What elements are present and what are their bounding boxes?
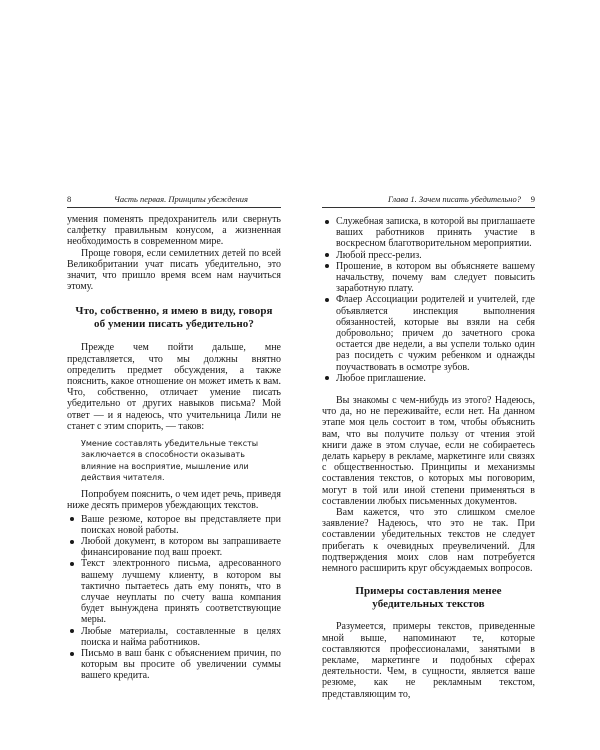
bullet-icon <box>70 562 74 566</box>
paragraph: Прежде чем пойти дальше, мне представляется, что мы должны внятно определить предмет обсуждения, а также пояснить, какое отношение он может иметь к вам. Что, собственно, отличает умение писать убедительно от других навыков письма? Мой ответ — и я надеюсь, что учительница Лили не станет с этим спорить, — таков: <box>67 342 281 432</box>
left-running-head-title: Часть первая. Принципы убеждения <box>114 194 248 204</box>
bullet-icon <box>70 540 74 544</box>
right-page <box>300 0 600 750</box>
right-running-head-title: Глава 1. Зачем писать убедительно? <box>387 194 521 204</box>
paragraph: Вы знакомы с чем-нибудь из этого? Надеюсь, что да, но не переживайте, если нет. На данном этапе моя цель состоит в том, чтобы объяснить вам, что вы получите пользу от чтения этой книги даже в этом случае, если не собираетесь делать карьеру в рекламе, маркетинге или связях с общественностью. Принципы и механизмы составления текстов, о которых мы поговорим, могут в той или иной степени применяться в составлении любых письменных документов. <box>322 395 535 507</box>
left-page-body <box>67 214 281 685</box>
section-heading: Примеры составления менее убедительных текстов <box>355 585 502 610</box>
list-item: Прошение, в котором вы объясняете вашему начальству, почему вам следует повысить заработную плату. <box>322 261 535 295</box>
left-page-number: 8 <box>67 194 72 204</box>
list-item: Любое приглашение. <box>322 373 535 384</box>
paragraph: Проще говоря, если семилетних детей по всей Великобритании учат писать убедительно, это значит, что пришло время всем нам научиться этому. <box>67 247 281 293</box>
bullet-icon <box>70 629 74 633</box>
definition-quote: Умение составлять убедительные тексты заключается в способности оказывать влияние на восприятие, мышление или действия читателя. <box>81 439 259 482</box>
bullet-icon <box>325 298 329 302</box>
paragraph: Вам кажется, что это слишком смелое заявление? Надеюсь, что это не так. При составлении убедительных текстов не следует прибегать к очевидных преувеличений. Для подтверждения моих слов нам потребуется немного расширить круг обсуждаемых вопросов. <box>322 507 535 575</box>
spacer <box>322 387 535 395</box>
examples-list <box>67 514 281 682</box>
paragraph: Попробуем пояснить, о чем идет речь, приведя ниже десять примеров убеждающих текстов. <box>67 489 281 512</box>
list-item: Текст электронного письма, адресованного вашему лучшему клиенту, в котором вы тактично пытаетесь дать ему понять, что в случае неуплаты по счету ваша компания будет вынуждена принять соответствующие меры. <box>67 558 281 625</box>
bullet-icon <box>325 253 329 257</box>
paragraph: Разумеется, примеры текстов, приведенные мной выше, напоминают те, которые составляются профессионалами, занятыми в рекламе, маркетинге и подобных сферах деятельности. Чем, в сущности, является ваше резюме, как не рекламным текстом, представляющим то, <box>322 621 535 700</box>
list-item: Ваше резюме, которое вы представляете при поисках новой работы. <box>67 514 281 536</box>
paragraph-continued: умения поменять предохранитель или свернуть салфетку правильным конусом, а жизненная необходимость в современном мире. <box>67 214 281 248</box>
list-item: Служебная записка, в которой вы приглашаете ваших работников принять участие в воскресном благотворительном мероприятии. <box>322 216 535 250</box>
bullet-icon <box>325 264 329 268</box>
examples-list-continued <box>322 216 535 384</box>
list-item: Письмо в ваш банк с объяснением причин, по которым вы просите об увеличении суммы вашего кредита. <box>67 648 281 682</box>
section-heading: Что, собственно, я имею в виду, говоря об умении писать убедительно? <box>75 305 273 330</box>
left-running-header <box>67 193 281 208</box>
list-item: Любые материалы, составленные в целях поиска и найма работников. <box>67 626 281 648</box>
list-item: Любой пресс-релиз. <box>322 250 535 261</box>
bullet-icon <box>325 220 329 224</box>
list-item: Любой документ, в котором вы запрашиваете финансирование под ваш проект. <box>67 536 281 558</box>
right-page-body <box>322 214 535 700</box>
right-page-number: 9 <box>530 194 535 204</box>
bullet-icon <box>70 517 74 521</box>
list-item: Флаер Ассоциации родителей и учителей, где объявляется инспекция выполнения обязанностей, которые вы взяли на себя добровольно; причем до зачетного срока остается две недели, а вы успели только один раз посидеть с чужим ребенком и однажды поучаствовать в осмотре зубов. <box>322 294 535 372</box>
bullet-icon <box>325 376 329 380</box>
bullet-icon <box>70 652 74 656</box>
right-running-header <box>322 193 535 208</box>
